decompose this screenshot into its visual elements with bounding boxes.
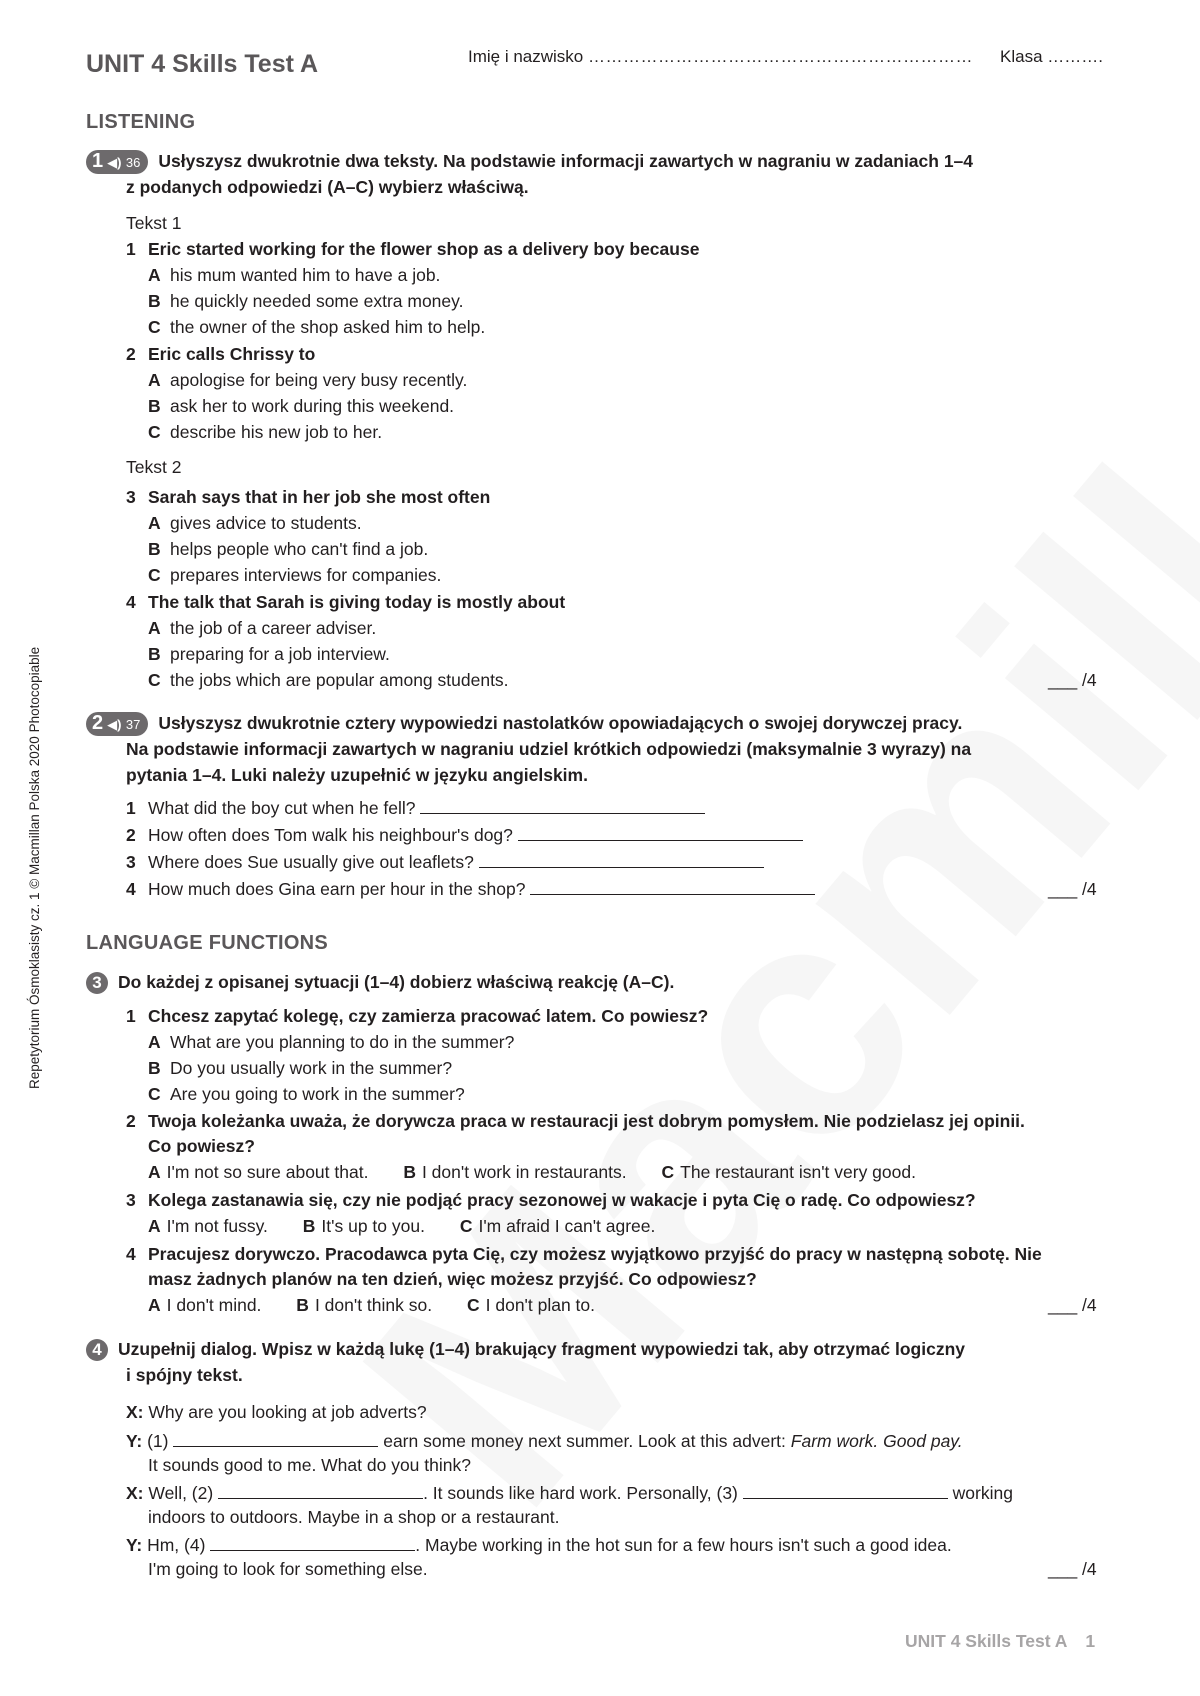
option: C describe his new job to her. <box>148 422 383 442</box>
question-continued: masz żadnych planów na ten dzień, więc możesz przyjść. Co odpowiesz? <box>148 1269 757 1289</box>
option: A What are you planning to do in the summer? <box>148 1032 515 1052</box>
answer-blank[interactable] <box>479 851 764 868</box>
question: 2 Eric calls Chrissy to <box>126 344 316 364</box>
question: 2 How often does Tom walk his neighbour's dog? <box>126 823 803 847</box>
question: 3 Sarah says that in her job she most often <box>126 487 491 507</box>
section-listening: LISTENING <box>86 111 196 133</box>
answer-blank[interactable] <box>518 824 803 841</box>
name-field: Imię i nazwisko ………………………………………………………… <box>468 47 973 66</box>
task-4-instruction: 4 Uzupełnij dialog. Wpisz w każdą lukę (1–4) brakujący fragment wypowiedzi tak, aby otrzymać logiczny i spójny tekst. <box>86 1336 1116 1388</box>
task-2-instruction: 2 ◀) 37 Usłyszysz dwukrotnie cztery wypowiedzi nastolatków opowiadających o swojej dorywczej pracy. Na podstawie informacji zawartych w nagraniu udziel krótkich odpowiedzi (maksymalnie 3 wyrazy) na pytania 1–4. Luki należy uzupełnić w języku angielskim. <box>86 710 1116 788</box>
option: C prepares interviews for companies. <box>148 565 442 585</box>
task-2-score: ___ /4 <box>1048 879 1097 899</box>
task-3-number: 3 <box>86 972 108 994</box>
option: C Are you going to work in the summer? <box>148 1084 465 1104</box>
dialog-blank-1[interactable] <box>173 1430 378 1447</box>
dialog-blank-4[interactable] <box>210 1534 415 1551</box>
text-2-label: Tekst 2 <box>126 457 182 477</box>
task-1-score: ___ /4 <box>1048 670 1097 690</box>
question: 1 Chcesz zapytać kolegę, czy zamierza pracować latem. Co powiesz? <box>126 1006 709 1026</box>
options-inline: A I don't mind. B I don't think so. C I don't plan to. <box>148 1295 596 1315</box>
speaker-icon: ◀) <box>107 155 122 170</box>
task-4-score: ___ /4 <box>1048 1559 1097 1579</box>
section-language-functions: LANGUAGE FUNCTIONS <box>86 932 329 954</box>
page-title: UNIT 4 Skills Test A <box>86 50 319 78</box>
option: B helps people who can't find a job. <box>148 539 429 559</box>
options-inline: A I'm not fussy. B It's up to you. C I'm afraid I can't agree. <box>148 1216 656 1236</box>
question-continued: Co powiesz? <box>148 1136 255 1156</box>
options-inline: A I'm not so sure about that. B I don't work in restaurants. C The restaurant isn't very good. <box>148 1162 916 1182</box>
question: 3 Where does Sue usually give out leaflets? <box>126 850 764 874</box>
dialog-blank-2[interactable] <box>218 1482 423 1499</box>
question: 1 Eric started working for the flower shop as a delivery boy because <box>126 239 700 259</box>
speaker-icon: ◀) <box>107 717 122 732</box>
option: A gives advice to students. <box>148 513 362 533</box>
option: C the owner of the shop asked him to help. <box>148 317 486 337</box>
answer-blank[interactable] <box>530 878 815 895</box>
dialog-line: X: Well, (2) . It sounds like hard work. Personally, (3) working <box>126 1483 1013 1503</box>
option: A his mum wanted him to have a job. <box>148 265 441 285</box>
option: B ask her to work during this weekend. <box>148 396 455 416</box>
dialog-line: I'm going to look for something else. <box>148 1559 428 1579</box>
option: A the job of a career adviser. <box>148 618 377 638</box>
text-1-label: Tekst 1 <box>126 213 182 233</box>
option: C the jobs which are popular among students. <box>148 670 509 690</box>
answer-blank[interactable] <box>420 797 705 814</box>
dialog-blank-3[interactable] <box>743 1482 948 1499</box>
option: B Do you usually work in the summer? <box>148 1058 453 1078</box>
question: 4 How much does Gina earn per hour in the shop? <box>126 877 815 901</box>
option: A apologise for being very busy recently. <box>148 370 468 390</box>
dialog-line: It sounds good to me. What do you think? <box>148 1455 471 1475</box>
dialog-line: X: Why are you looking at job adverts? <box>126 1402 427 1422</box>
question: 4 The talk that Sarah is giving today is mostly about <box>126 592 566 612</box>
task-1-instruction: 1 ◀) 36 Usłyszysz dwukrotnie dwa teksty. Na podstawie informacji zawartych w nagraniu w zadaniach 1–4 z podanych odpowiedzi (A–C) wybierz właściwą. <box>86 148 1116 200</box>
dialog-line: indoors to outdoors. Maybe in a shop or a restaurant. <box>148 1507 560 1527</box>
option: B he quickly needed some extra money. <box>148 291 464 311</box>
page-footer: UNIT 4 Skills Test A 1 <box>905 1631 1096 1651</box>
dialog-line: Y: Hm, (4) . Maybe working in the hot sun for a few hours isn't such a good idea. <box>126 1535 952 1555</box>
question: 3 Kolega zastanawia się, czy nie podjąć pracy sezonowej w wakacje i pyta Cię o radę. Co odpowiesz? <box>126 1190 976 1210</box>
dialog-line: Y: (1) earn some money next summer. Look at this advert: Farm work. Good pay. <box>126 1431 963 1451</box>
question: 4 Pracujesz dorywczo. Pracodawca pyta Cię, czy możesz wyjątkowo przyjść do pracy w następną sobotę. Nie <box>126 1244 1042 1264</box>
copyright-side-text: Repetytorium Ósmoklasisty cz. 1 © Macmillan Polska 2020 Photocopiable <box>27 646 42 1089</box>
question: 1 What did the boy cut when he fell? <box>126 796 705 820</box>
task-3-instruction: 3 Do każdej z opisanej sytuacji (1–4) dobierz właściwą reakcję (A–C). <box>86 969 1116 995</box>
task-2-badge: 2 ◀) 37 <box>86 712 148 736</box>
question: 2 Twoja koleżanka uważa, że dorywcza praca w restauracji jest dobrym pomysłem. Nie podzielasz jej opinii. <box>126 1111 1025 1131</box>
page-number: 1 <box>1085 1631 1096 1651</box>
task-3-score: ___ /4 <box>1048 1295 1097 1315</box>
class-field: Klasa ………. <box>1000 47 1103 66</box>
task-1-badge: 1 ◀) 36 <box>86 150 148 174</box>
option: B preparing for a job interview. <box>148 644 390 664</box>
task-4-number: 4 <box>86 1339 108 1361</box>
